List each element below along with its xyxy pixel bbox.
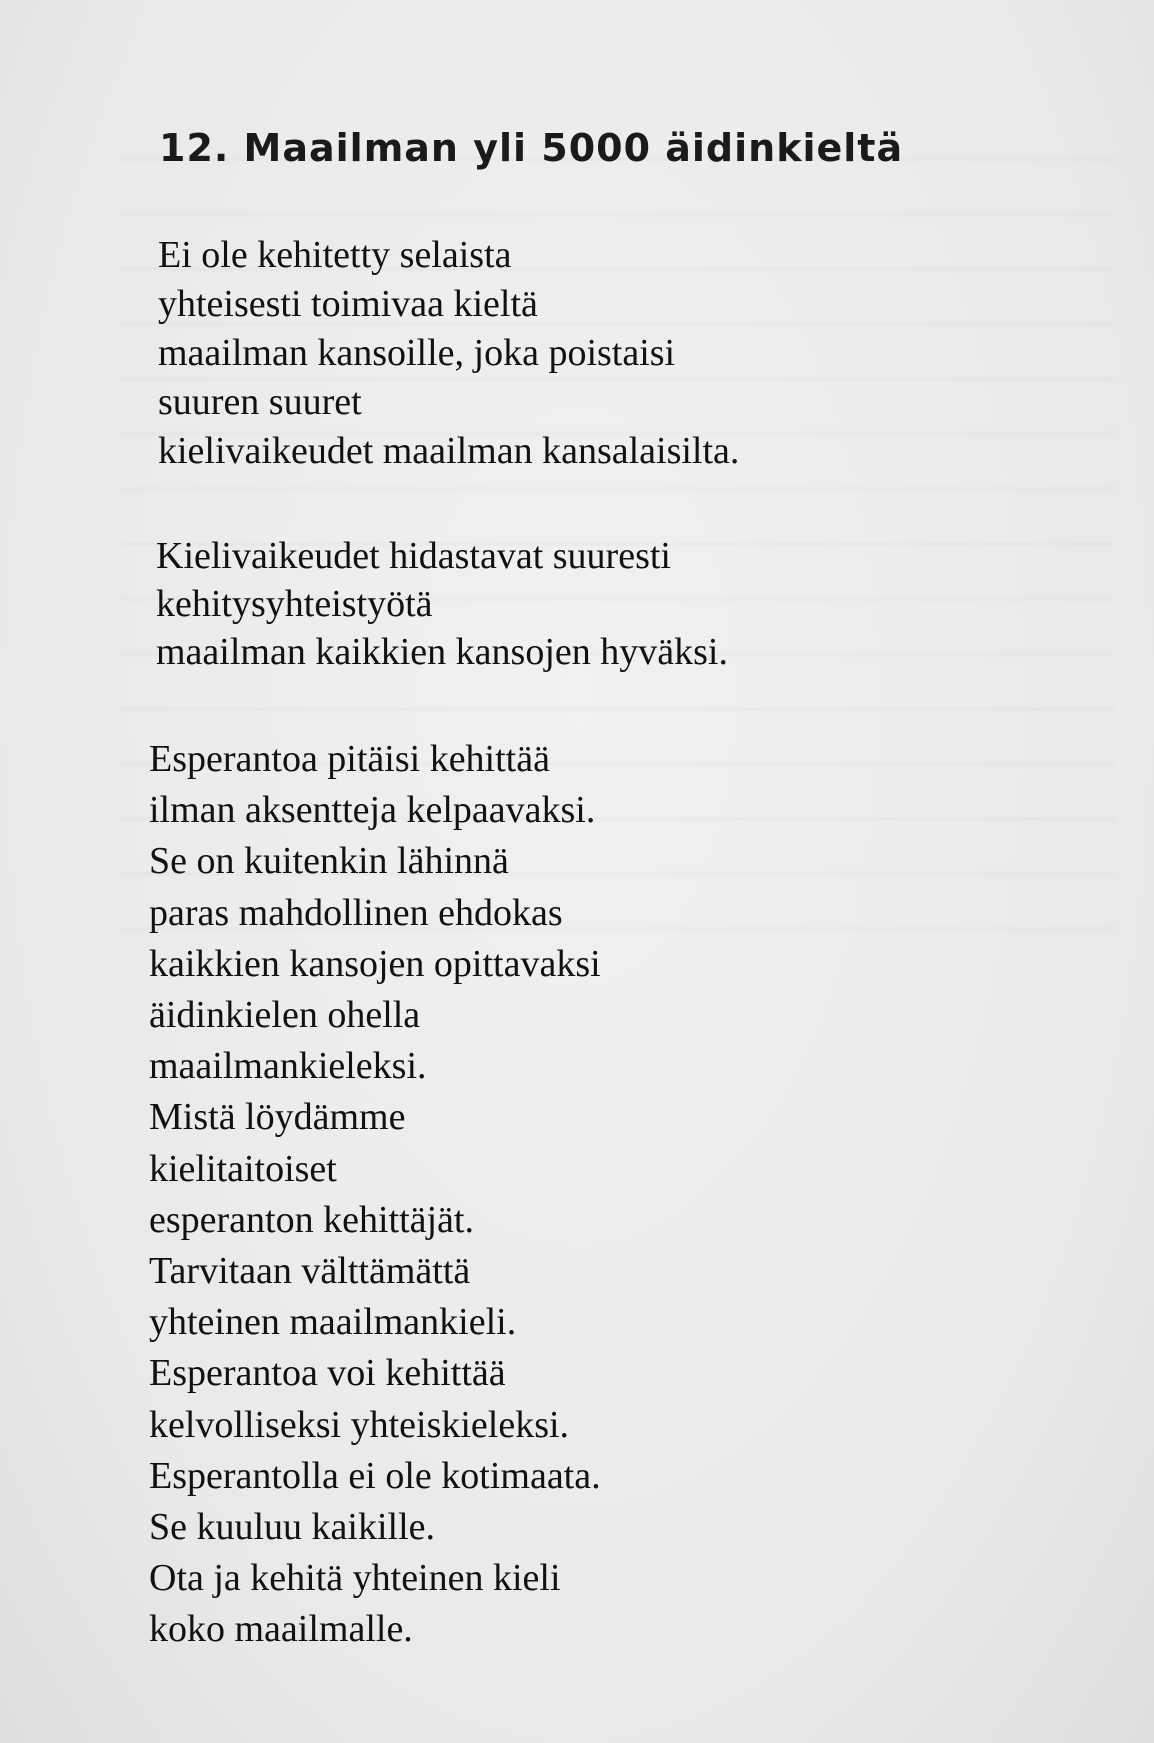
poem-line: Esperantoa voi kehittää [149, 1352, 506, 1395]
poem-line: Tarvitaan välttämättä [149, 1250, 471, 1293]
poem-line: kielitaitoiset [149, 1147, 337, 1190]
poem-line: kaikkien kansojen opittavaksi [149, 942, 601, 985]
poem-line: maailmankieleksi. [149, 1045, 427, 1088]
poem-line: suuren suuret [158, 381, 362, 423]
poem-line: yhteinen maailmankieli. [149, 1301, 517, 1344]
poem-line: äidinkielen ohella [149, 994, 421, 1037]
poem-line: kehitysyhteistyötä [156, 583, 433, 625]
stanza-1 [158, 231, 739, 476]
poem-line: Mistä löydämme [149, 1096, 406, 1139]
poem-line: esperanton kehittäjät. [149, 1198, 474, 1241]
poem-line: maailman kaikkien kansojen hyväksi. [156, 631, 728, 673]
page-title: 12. Maailman yli 5000 äidinkieltä [159, 126, 904, 170]
poem-line: kelvolliseksi yhteiskieleksi. [149, 1403, 570, 1446]
stanza-3 [149, 734, 601, 1656]
poem-line: paras mahdollinen ehdokas [149, 891, 563, 934]
stanza-2 [156, 532, 728, 676]
poem-line: Kielivaikeudet hidastavat suuresti [156, 535, 671, 577]
poem-line: Ei ole kehitetty selaista [158, 234, 512, 276]
poem-line: Ota ja kehitä yhteinen kieli [149, 1557, 561, 1600]
poem-line: yhteisesti toimivaa kieltä [158, 283, 538, 325]
poem-line: Esperantoa pitäisi kehittää [149, 738, 550, 780]
poem-line: ilman aksentteja kelpaavaksi. [149, 789, 596, 832]
poem-line: maailman kansoille, joka poistaisi [158, 332, 676, 374]
poem-line: Se on kuitenkin lähinnä [149, 840, 509, 883]
poem-line: Esperantolla ei ole kotimaata. [149, 1454, 601, 1497]
poem-line: kielivaikeudet maailman kansalaisilta. [158, 430, 740, 472]
poem-line: Se kuuluu kaikille. [149, 1506, 436, 1549]
poem-line: koko maailmalle. [149, 1608, 413, 1651]
